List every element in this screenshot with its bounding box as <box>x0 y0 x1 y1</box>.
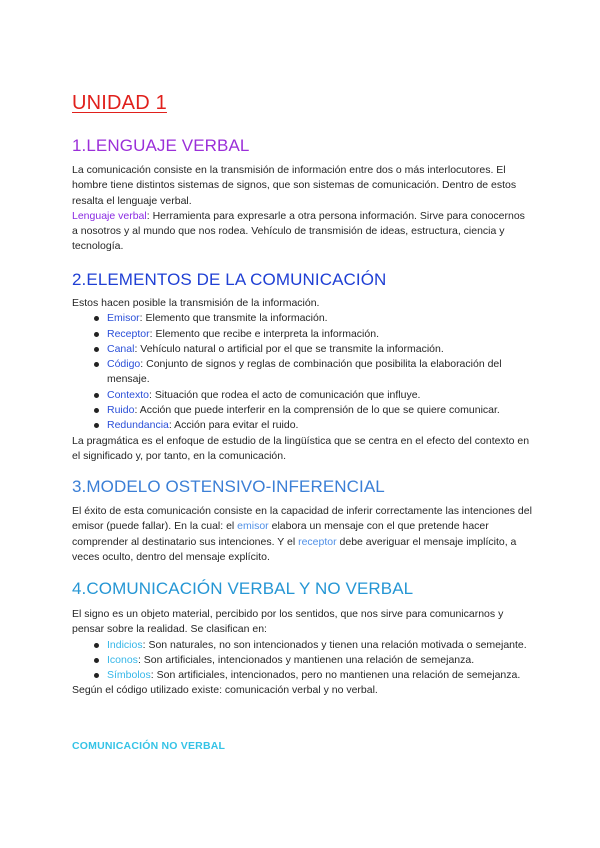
term-indicios: Indicios <box>107 638 143 651</box>
section1-heading: 1.LENGUAJE VERBAL <box>72 136 250 155</box>
term-lenguaje-verbal-def: : Herramienta para expresarle a otra persona información. Sirve para conocernos a nosotros y al mundo que nos rodea. Vehículo de transmisión de ideas, estructura, ciencia y tecnología. <box>72 209 525 253</box>
section3-text-c: debe averiguar el mensaje implícito, a veces oculto, dentro del mensaje explícito. <box>72 535 517 563</box>
term-ruido: Ruido <box>107 404 135 417</box>
term-contexto: Contexto <box>107 388 150 401</box>
elements-list <box>72 311 532 433</box>
term-lenguaje-verbal: Lenguaje verbal <box>72 209 147 222</box>
list-item <box>107 418 532 433</box>
term-emisor-inline: emisor <box>237 520 269 533</box>
term-def: : Acción que puede interferir en la comprensión de lo que se quiere comunicar. <box>134 404 500 417</box>
list-item <box>107 653 532 668</box>
section3-body <box>72 504 532 565</box>
term-def: : Acción para evitar el ruido. <box>168 419 299 432</box>
term-def: : Vehículo natural o artificial por el que se transmite la información. <box>134 342 444 355</box>
term-def: : Son artificiales, intencionados y mantienen una relación de semejanza. <box>137 653 475 666</box>
term-def: : Elemento que transmite la información. <box>139 312 328 325</box>
section4-heading: 4.COMUNICACIÓN VERBAL Y NO VERBAL <box>72 579 414 598</box>
list-item <box>107 342 532 357</box>
section4-closing: Según el código utilizado existe: comunicación verbal y no verbal. <box>72 684 378 697</box>
term-codigo: Código <box>107 358 141 371</box>
section3-text-a: El éxito de esta comunicación consiste en la capacidad de inferir correctamente las intenciones del emisor (puede fallar). En la cual: el <box>72 505 532 533</box>
list-item <box>107 388 532 403</box>
list-item <box>107 668 532 683</box>
section2-intro: Estos hacen posible la transmisión de la información. <box>72 297 320 309</box>
term-simbolos: Símbolos <box>107 669 151 682</box>
term-canal: Canal <box>107 342 135 355</box>
section3-text-b: elabora un mensaje con el que pretende hacer comprender al destinatario sus intenciones. Y el <box>72 520 489 548</box>
term-def: : Son artificiales, intencionados, pero no mantienen una relación de semejanza. <box>150 669 521 682</box>
list-item <box>107 403 532 418</box>
term-def: : Situación que rodea el acto de comunicación que influye. <box>149 388 421 401</box>
term-def: : Son naturales, no son intencionados y tienen una relación motivada o semejante. <box>142 638 527 651</box>
term-receptor: Receptor <box>107 327 150 340</box>
term-def: : Elemento que recibe e interpreta la información. <box>149 327 379 340</box>
section4-body <box>72 607 532 699</box>
list-item <box>107 357 532 388</box>
section2-closing: La pragmática es el enfoque de estudio de la lingüística que se centra en el efecto del contexto en el significado y, por tanto, en la comunicación. <box>72 434 530 462</box>
signs-list <box>72 638 532 684</box>
section2-heading: 2.ELEMENTOS DE LA COMUNICACIÓN <box>72 270 387 289</box>
section3-paragraph <box>72 504 532 565</box>
term-def: : Conjunto de signos y reglas de combinación que posibilita la elaboración del mensaje. <box>107 358 502 386</box>
term-redundancia: Redundancia <box>107 419 169 432</box>
term-receptor-inline: receptor <box>298 535 337 548</box>
section1-definition <box>72 209 532 255</box>
term-iconos: Iconos <box>107 653 138 666</box>
unit-title: UNIDAD 1 <box>72 92 167 114</box>
subheading-no-verbal: COMUNICACIÓN NO VERBAL <box>72 740 226 752</box>
section2-body <box>72 296 532 464</box>
section3-heading: 3.MODELO OSTENSIVO-INFERENCIAL <box>72 477 385 496</box>
term-emisor: Emisor <box>107 312 140 325</box>
list-item <box>107 311 532 326</box>
section1-paragraph: La comunicación consiste en la transmisión de información entre dos o más interlocutores. El hombre tiene distintos sistemas de signos, que son sistemas de comunicación. Dentro de estos resalta el lenguaje verbal. <box>72 164 517 207</box>
list-item <box>107 638 532 653</box>
section1-body <box>72 163 532 255</box>
list-item <box>107 327 532 342</box>
section4-intro: El signo es un objeto material, percibido por los sentidos, que nos sirve para comunicarnos y pensar sobre la realidad. Se clasifican en: <box>72 608 504 636</box>
